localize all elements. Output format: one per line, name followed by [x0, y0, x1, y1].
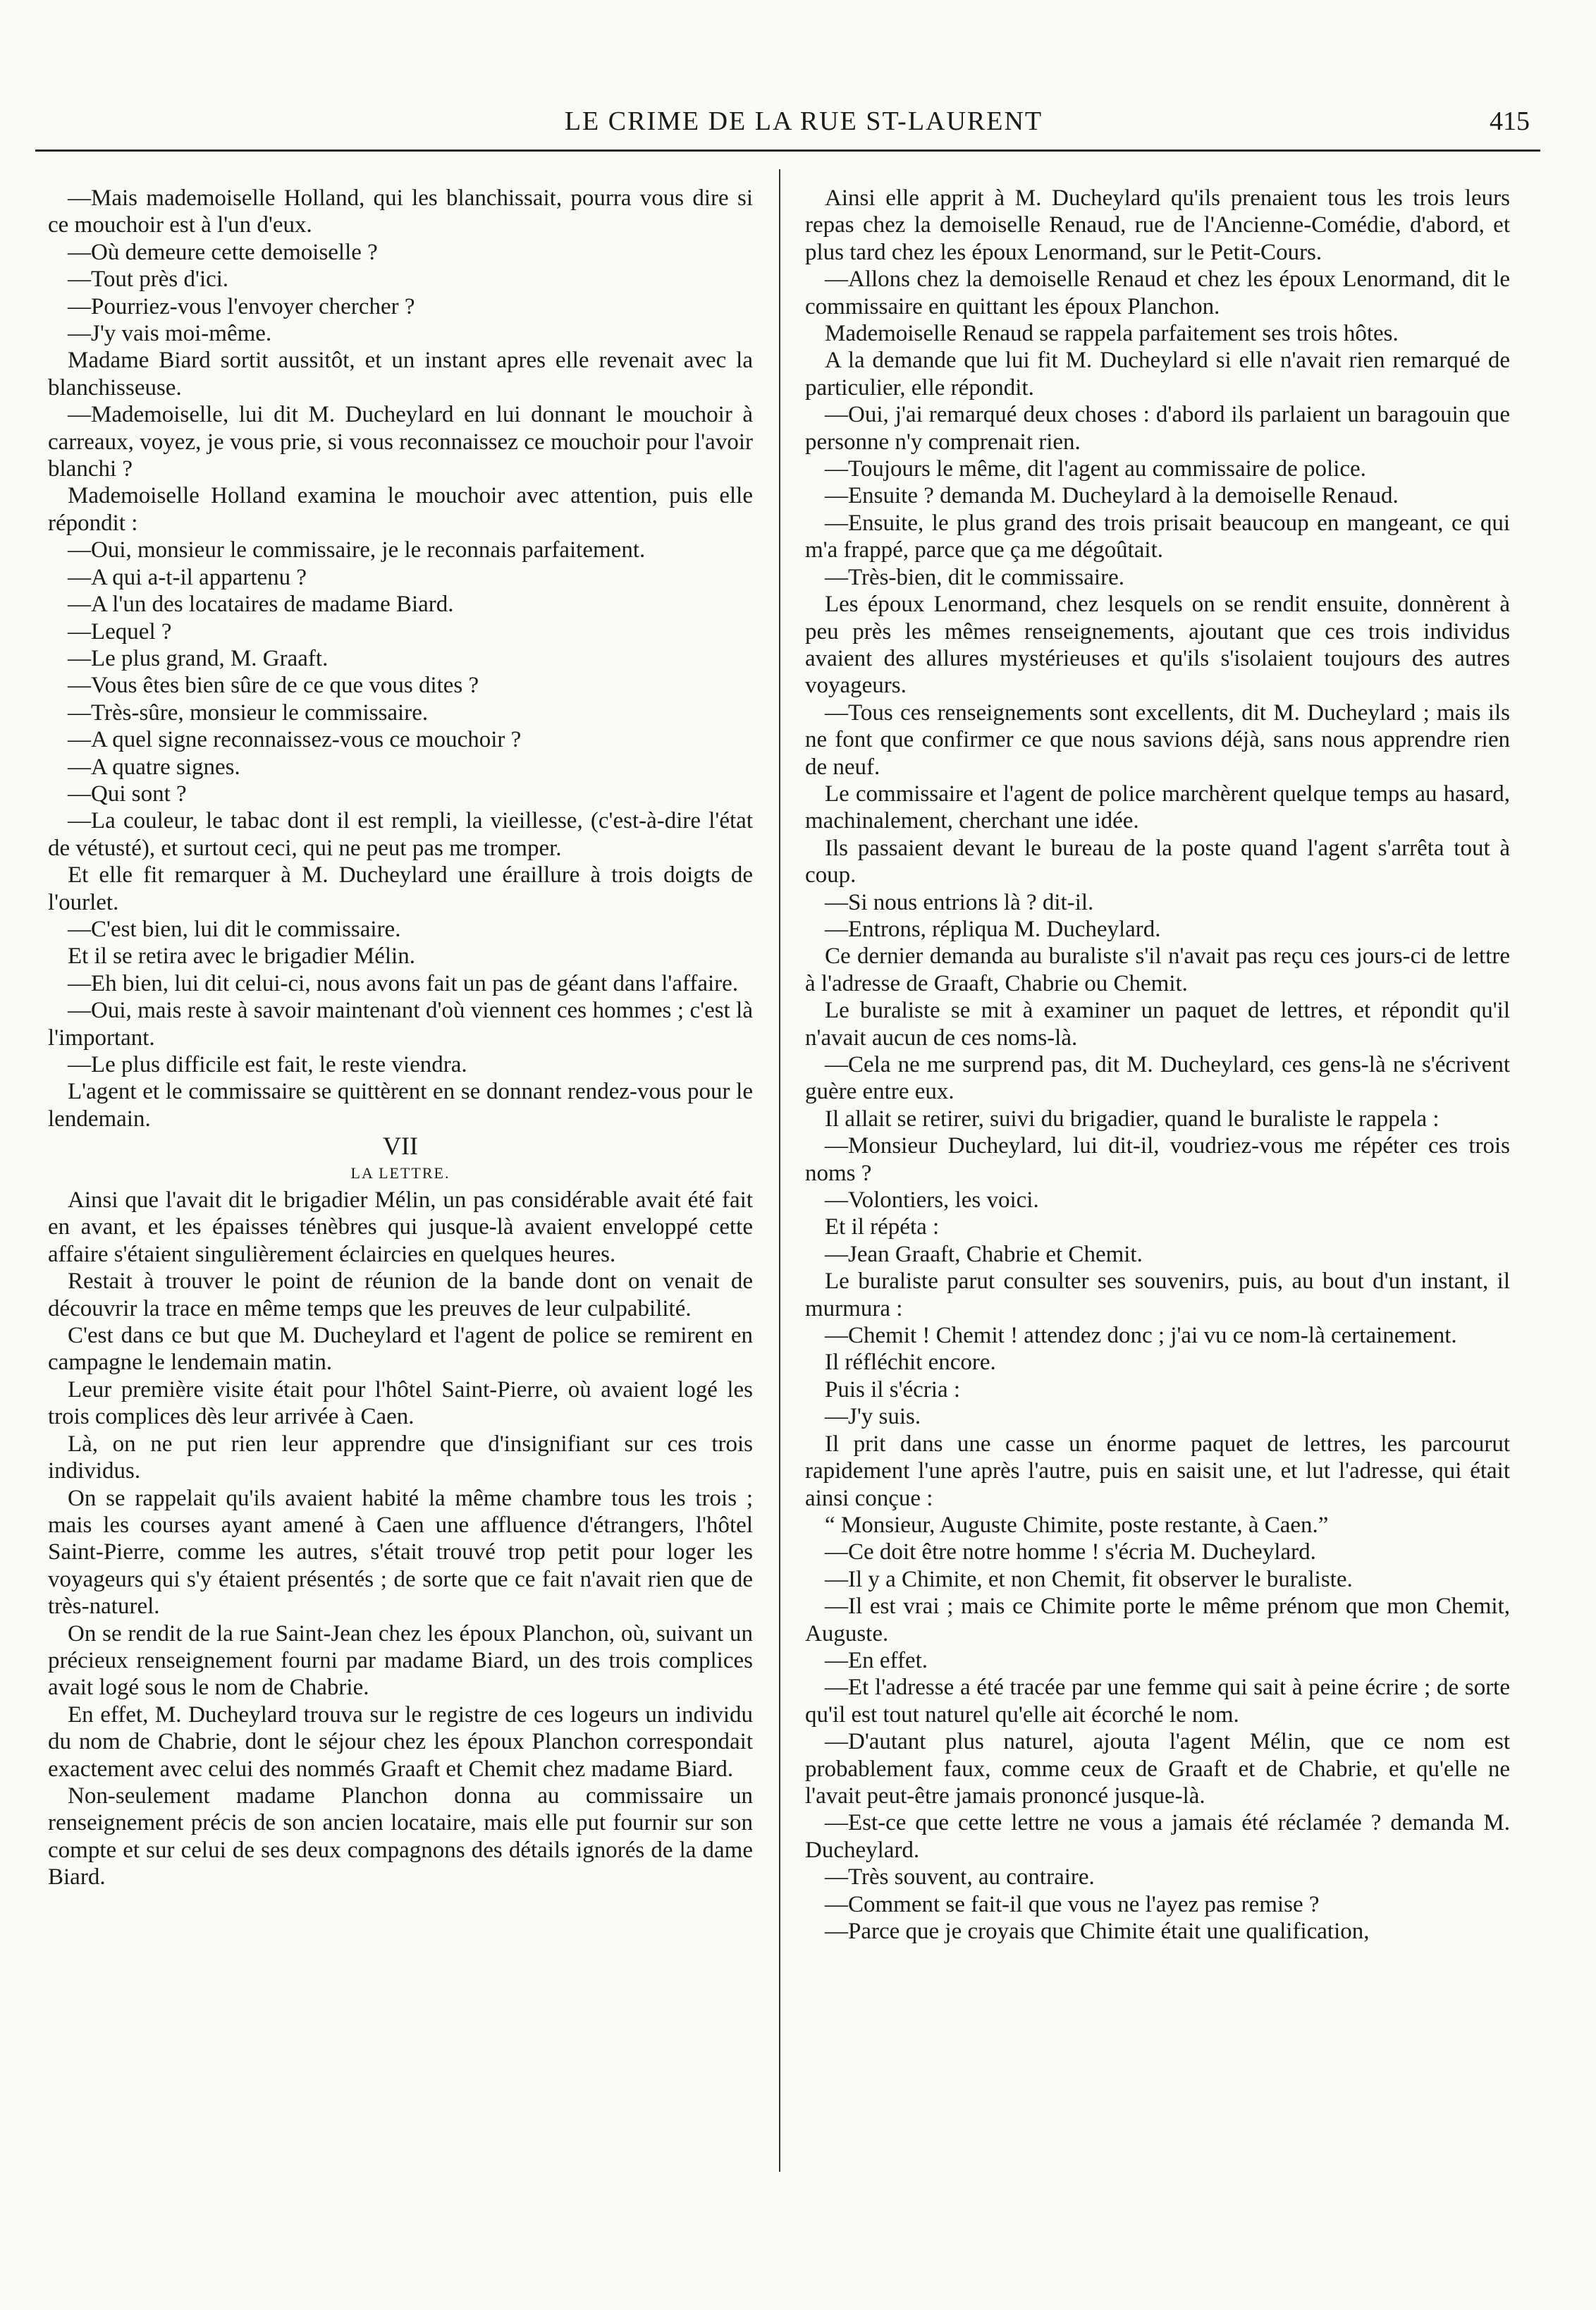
paragraph: —J'y suis.	[825, 1404, 921, 1430]
paragraph: A la demande que lui fit M. Ducheylard si elle n'avait rien remarqué de particulier, elle répondit.	[805, 348, 1510, 401]
paragraph: —Oui, mais reste à savoir maintenant d'où viennent ces hommes ; c'est là l'important.	[48, 998, 753, 1051]
paragraph: Ainsi que l'avait dit le brigadier Mélin, un pas considérable avait été fait en avant, et les épaisses ténèbres qui jusque-là avaient enveloppé cette affaire s'étaient singulièrement éclaircies en quelques heures.	[48, 1187, 753, 1267]
right-column	[805, 185, 1510, 2272]
paragraph: Il prit dans une casse un énorme paquet de lettres, les parcourut rapidement l'une après l'autre, puis en saisit une, et lut l'adresse, qui était ainsi conçue :	[805, 1431, 1510, 1511]
paragraph: —Parce que je croyais que Chimite était une qualification,	[825, 1919, 1370, 1944]
paragraph: —A l'un des locataires de madame Biard.	[68, 592, 454, 618]
paragraph: —Très souvent, au contraire.	[825, 1864, 1095, 1890]
paragraph: En effet, M. Ducheylard trouva sur le registre de ces logeurs un individu du nom de Chabrie, dont le séjour chez les époux Planchon correspondait exactement avec celui des nommés Graaft et Chemit chez madame Biard.	[48, 1701, 753, 1782]
page-header	[78, 106, 1530, 155]
paragraph: —La couleur, le tabac dont il est rempli, la vieillesse, (c'est-à-dire l'état de vétusté), et surtout ceci, qui ne peut pas me tromper.	[48, 808, 753, 861]
paragraph: —A quatre signes.	[68, 754, 240, 780]
paragraph: Le commissaire et l'agent de police marchèrent quelque temps au hasard, machinalement, cherchant une idée.	[805, 781, 1510, 834]
running-title: LE CRIME DE LA RUE ST-LAURENT	[564, 106, 1043, 136]
paragraph: Il allait se retirer, suivi du brigadier, quand le buraliste le rappela :	[825, 1106, 1440, 1132]
paragraph: —Ensuite ? demanda M. Ducheylard à la demoiselle Renaud.	[825, 483, 1399, 509]
paragraph: “ Monsieur, Auguste Chimite, poste restante, à Caen.”	[825, 1512, 1329, 1538]
paragraph: —A quel signe reconnaissez-vous ce mouchoir ?	[68, 727, 522, 753]
paragraph: C'est dans ce but que M. Ducheylard et l'agent de police se remirent en campagne le lendemain matin.	[48, 1323, 753, 1376]
paragraph: —Volontiers, les voici.	[825, 1187, 1039, 1214]
paragraph: —D'autant plus naturel, ajouta l'agent Mélin, que ce nom est probablement faux, comme ceux de Graaft et de Chabrie, et qu'elle ne l'avait peut-être jamais prononcé jusque-là.	[805, 1729, 1510, 1809]
paragraph: —Monsieur Ducheylard, lui dit-il, voudriez-vous me répéter ces trois noms ?	[805, 1133, 1510, 1186]
paragraph: —Vous êtes bien sûre de ce que vous dites ?	[68, 673, 479, 699]
paragraph: —Il y a Chimite, et non Chemit, fit observer le buraliste.	[825, 1566, 1353, 1592]
paragraph: Non-seulement madame Planchon donna au commissaire un renseignement précis de son ancien locataire, mais elle put fournir sur son compte et sur celui de ses deux compagnons des détails ignorés de la dame Biard.	[48, 1783, 753, 1890]
left-paragraphs	[48, 185, 753, 1132]
paragraph: On se rappelait qu'ils avaient habité la même chambre tous les trois ; mais les courses ayant amené à Caen une affluence d'étrangers, l'hôtel Saint-Pierre, comme les autres, s'était trouvé trop petit pour loger les voyageurs qui s'y étaient présentés ; de sorte que ce fait n'avait rien que de très-naturel.	[48, 1485, 753, 1620]
paragraph: Ils passaient devant le bureau de la poste quand l'agent s'arrêta tout à coup.	[805, 835, 1510, 888]
paragraph: —Lequel ?	[68, 618, 172, 644]
paragraph: —J'y vais moi-même.	[68, 321, 272, 347]
paragraph: —Allons chez la demoiselle Renaud et chez les époux Lenormand, dit le commissaire en quittant les époux Planchon.	[805, 267, 1510, 319]
paragraph: —Très-bien, dit le commissaire.	[825, 564, 1124, 590]
page-number: 415	[1490, 106, 1530, 136]
paragraph: —Où demeure cette demoiselle ?	[68, 239, 378, 265]
chapter-number: VII	[383, 1132, 418, 1161]
paragraph: Mademoiselle Renaud se rappela parfaitement ses trois hôtes.	[825, 321, 1399, 347]
left-paragraphs-after	[48, 1187, 753, 1891]
paragraph: —Entrons, répliqua M. Ducheylard.	[825, 916, 1161, 942]
paragraph: Ainsi elle apprit à M. Ducheylard qu'ils prenaient tous les trois leurs repas chez la demoiselle Renaud, rue de l'Ancienne-Comédie, d'abord, et plus tard chez les époux Lenormand, sur le Petit-Cours.	[805, 185, 1510, 265]
paragraph: —Le plus grand, M. Graaft.	[68, 645, 329, 671]
paragraph: —Toujours le même, dit l'agent au commissaire de police.	[825, 456, 1366, 482]
paragraph: —Le plus difficile est fait, le reste viendra.	[68, 1052, 467, 1077]
paragraph: —A qui a-t-il appartenu ?	[68, 564, 307, 590]
paragraph: —Tous ces renseignements sont excellents, dit M. Ducheylard ; mais ils ne font que confirmer ce que nous savions déjà, sans nous apprendre rien de neuf.	[805, 699, 1510, 780]
paragraph: —Jean Graaft, Chabrie et Chemit.	[825, 1241, 1143, 1267]
header-rule	[35, 149, 1540, 152]
paragraph: —Chemit ! Chemit ! attendez donc ; j'ai vu ce nom-là certainement.	[825, 1323, 1457, 1349]
chapter-title: LA LETTRE.	[350, 1163, 450, 1182]
paragraph: —En effet.	[825, 1647, 928, 1673]
paragraph: —Il est vrai ; mais ce Chimite porte le même prénom que mon Chemit, Auguste.	[805, 1594, 1510, 1646]
paragraph: —Mademoiselle, lui dit M. Ducheylard en lui donnant le mouchoir à carreaux, voyez, je vous prie, si vous reconnaissez ce mouchoir pour l'avoir blanchi ?	[48, 402, 753, 482]
right-paragraphs	[805, 185, 1510, 1945]
paragraph: —Est-ce que cette lettre ne vous a jamais été réclamée ? demanda M. Ducheylard.	[805, 1810, 1510, 1863]
paragraph: —C'est bien, lui dit le commissaire.	[68, 916, 401, 942]
paragraph: —Cela ne me surprend pas, dit M. Ducheylard, ces gens-là ne s'écrivent guère entre eux.	[805, 1052, 1510, 1105]
paragraph: Et elle fit remarquer à M. Ducheylard une éraillure à trois doigts de l'ourlet.	[48, 862, 753, 915]
paragraph: —Oui, monsieur le commissaire, je le reconnais parfaitement.	[68, 537, 646, 563]
paragraph: —Mais mademoiselle Holland, qui les blanchissait, pourra vous dire si ce mouchoir est à l'un d'eux.	[48, 185, 753, 238]
paragraph: —Ce doit être notre homme ! s'écria M. Ducheylard.	[825, 1539, 1316, 1565]
paragraph: —Si nous entrions là ? dit-il.	[825, 889, 1094, 915]
paragraph: Ce dernier demanda au buraliste s'il n'avait pas reçu ces jours-ci de lettre à l'adresse de Graaft, Chabrie ou Chemit.	[805, 943, 1510, 996]
paragraph: —Comment se fait-il que vous ne l'ayez pas remise ?	[825, 1891, 1320, 1917]
paragraph: Leur première visite était pour l'hôtel Saint-Pierre, où avaient logé les trois complices dès leur arrivée à Caen.	[48, 1376, 753, 1430]
paragraph: Les époux Lenormand, chez lesquels on se rendit ensuite, donnèrent à peu près les mêmes renseignements, ajoutant que ces trois individus avaient des allures mystérieuses et qu'ils s'isolaient toujours des autres voyageurs.	[805, 592, 1510, 699]
paragraph: Puis il s'écria :	[825, 1376, 961, 1402]
paragraph: —Et l'adresse a été tracée par une femme qui sait à peine écrire ; de sorte qu'il est tout naturel qu'elle ait écorché le nom.	[805, 1675, 1510, 1728]
paragraph: —Tout près d'ici.	[68, 267, 229, 293]
paragraph: L'agent et le commissaire se quittèrent en se donnant rendez-vous pour le lendemain.	[48, 1079, 753, 1132]
paragraph: —Eh bien, lui dit celui-ci, nous avons fait un pas de géant dans l'affaire.	[68, 970, 739, 996]
paragraph: —Pourriez-vous l'envoyer chercher ?	[68, 293, 415, 319]
paragraph: —Oui, j'ai remarqué deux choses : d'abord ils parlaient un baragouin que personne n'y comprenait rien.	[805, 402, 1510, 455]
paragraph: Restait à trouver le point de réunion de la bande dont on venait de découvrir la trace en même temps que les preuves de leur culpabilité.	[48, 1269, 753, 1321]
paragraph: Le buraliste parut consulter ses souvenirs, puis, au bout d'un instant, il murmura :	[805, 1269, 1510, 1321]
column-divider	[779, 169, 780, 2172]
paragraph: Et il répéta :	[825, 1214, 940, 1240]
paragraph: Il réfléchit encore.	[825, 1350, 996, 1376]
left-column	[48, 185, 753, 2272]
paragraph: —Qui sont ?	[68, 781, 187, 807]
paragraph: On se rendit de la rue Saint-Jean chez les époux Planchon, où, suivant un précieux renseignement fourni par madame Biard, un des trois complices avait logé sous le nom de Chabrie.	[48, 1620, 753, 1701]
paragraph: Mademoiselle Holland examina le mouchoir avec attention, puis elle répondit :	[48, 483, 753, 536]
paragraph: —Très-sûre, monsieur le commissaire.	[68, 699, 429, 726]
paragraph: Madame Biard sortit aussitôt, et un instant apres elle revenait avec la blanchisseuse.	[48, 348, 753, 401]
paragraph: Le buraliste se mit à examiner un paquet de lettres, et répondit qu'il n'avait aucun de ces noms-là.	[805, 998, 1510, 1051]
paragraph: Et il se retira avec le brigadier Mélin.	[68, 943, 415, 970]
paragraph: —Ensuite, le plus grand des trois prisait beaucoup en mangeant, ce qui m'a frappé, parce que ça me dégoûtait.	[805, 510, 1510, 563]
paragraph: Là, on ne put rien leur apprendre que d'insignifiant sur ces trois individus.	[48, 1431, 753, 1484]
